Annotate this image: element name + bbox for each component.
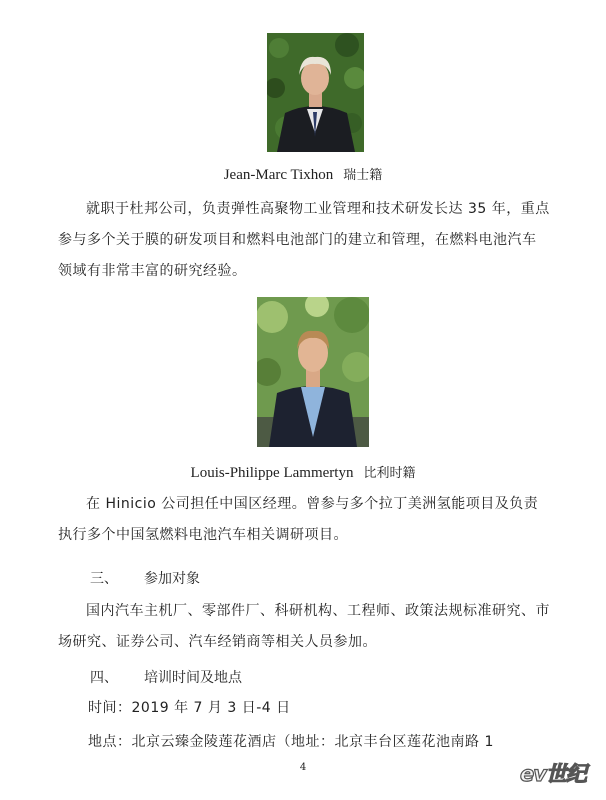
section3-body: 国内汽车主机厂、零部件厂、科研机构、工程师、政策法规标准研究、市场研究、证券公司、汽车经销商等相关人员参加。 bbox=[58, 603, 550, 650]
person2-name: Louis-Philippe Lammertyn bbox=[190, 465, 354, 481]
section4-title: 培训时间及地点 bbox=[144, 670, 242, 686]
section4-time: 时间：2019 年 7 月 3 日-4 日 bbox=[88, 700, 291, 716]
section3-number: 三、 bbox=[90, 571, 118, 587]
section3-heading bbox=[90, 568, 200, 588]
person2-name-line bbox=[0, 462, 606, 482]
person1-bio: 就职于杜邦公司，负责弹性高聚物工业管理和技术研发长达 35 年，重点参与多个关于膜的研发项目和燃料电池部门的建立和管理，在燃料电池汽车领域有非常丰富的研究经验。 bbox=[58, 201, 550, 279]
section4-heading bbox=[90, 667, 242, 687]
section4-place: 地点：北京云臻金陵莲花酒店（地址：北京丰台区莲花池南路 1 bbox=[88, 734, 494, 750]
person1-name-line bbox=[0, 164, 606, 184]
page-number: 4 bbox=[299, 762, 307, 773]
person2-bio: 在 Hinicio 公司担任中国区经理。曾参与多个拉丁美洲氢能项目及负责执行多个中国氢燃料电池汽车相关调研项目。 bbox=[58, 496, 539, 543]
person1-name: Jean-Marc Tixhon bbox=[223, 167, 334, 183]
section3-title: 参加对象 bbox=[144, 571, 200, 587]
portrait-photo-jean-marc-tixhon bbox=[267, 33, 364, 152]
person1-nationality: 瑞士籍 bbox=[343, 168, 383, 183]
section4-number: 四、 bbox=[90, 670, 118, 686]
person2-nationality: 比利时籍 bbox=[363, 466, 416, 481]
portrait-photo-louis-philippe-lammertyn bbox=[257, 297, 369, 447]
watermark-logo: ev世纪 bbox=[520, 762, 586, 786]
